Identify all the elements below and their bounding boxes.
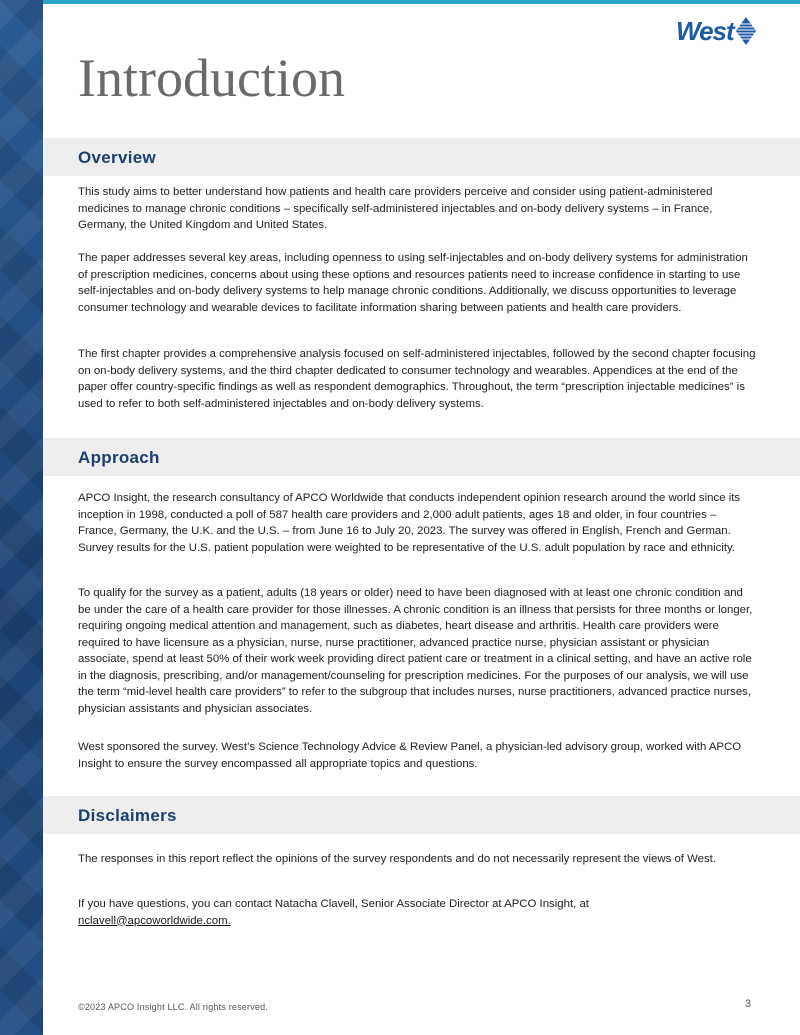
disclaimers-heading: Disclaimers: [78, 806, 177, 825]
west-logo: [676, 14, 764, 48]
contact-text: If you have questions, you can contact Natacha Clavell, Senior Associate Director at APCO Insight, at: [78, 898, 589, 910]
page-number: 3: [745, 998, 752, 1010]
top-accent-bar: [43, 0, 800, 4]
approach-paragraph: To qualify for the survey as a patient, adults (18 years or older) need to have been diagnosed with at least one chronic condition and be under the care of a health care provider for those illnesses. A chronic condition is an illness that persists for three months or longer, requiring ongoing medical attention and management, such as diabetes, heart disease and arthritis. Health care providers were required to have licensure as a physician, nurse, nurse practitioner, advanced practice nurse, physician assistant or physician associate, spend at least 50% of their work week providing direct patient care or treatment in a clinical setting, and have an active role in the diagnosis, prescribing, and/or management/counseling for prescription medicines. For the purposes of our analysis, we will use the term “mid-level health care providers” to refer to the subgroup that includes nurses, nurse practitioners, advanced practice nurses, physician assistants and physician associates.: [78, 587, 753, 715]
overview-paragraph: The paper addresses several key areas, including openness to using self-injectables and on-body delivery systems for administration of prescription medicines, concerns about using these options and resources patients need to increase confidence in starting to use self-injectables and on-body delivery systems to help manage chronic conditions. Additionally, we discuss opportunities to leverage consumer technology and wearable devices to facilitate information sharing between patients and health care providers.: [78, 252, 748, 314]
decorative-sidebar: [0, 0, 43, 1035]
page-title: Introduction: [78, 48, 345, 108]
overview-heading: Overview: [78, 148, 157, 167]
approach-heading: Approach: [78, 448, 160, 467]
contact-paragraph: [78, 896, 758, 929]
disclaimers-paragraph: The responses in this report reflect the opinions of the survey respondents and do not necessarily represent the views of West.: [78, 853, 717, 865]
overview-paragraph: This study aims to better understand how patients and health care providers perceive and consider using patient-administered medicines to manage chronic conditions – specifically self-administered injectables and on-body delivery systems – in France, Germany, the United Kingdom and United States.: [78, 186, 713, 231]
logo-diamond-icon: [735, 16, 757, 46]
copyright-notice: ©2023 APCO Insight LLC. All rights reserved.: [78, 1002, 269, 1012]
logo-text: West: [676, 15, 734, 46]
email-link[interactable]: nclavell@apcoworldwide.com.: [78, 914, 231, 927]
overview-band: [43, 138, 800, 176]
approach-paragraph: West sponsored the survey. West’s Science Technology Advice & Review Panel, a physician-led advisory group, worked with APCO Insight to ensure the survey encompassed all appropriate topics and questions.: [78, 741, 742, 770]
overview-paragraph: The first chapter provides a comprehensive analysis focused on self-administered injectables, followed by the second chapter focusing on on-body delivery systems, and the third chapter dedicated to consumer technology and wearables. Appendices at the end of the paper offer country-specific findings as well as respondent demographics. Throughout, the term “prescription injectable medicines” is used to refer to both self-administered injectables and on-body delivery systems.: [78, 348, 756, 410]
approach-paragraph: APCO Insight, the research consultancy of APCO Worldwide that conducts independent opinion research around the world since its inception in 1998, conducted a poll of 587 health care providers and 2,000 adult patients, ages 18 and older, in four countries – France, Germany, the U.K. and the U.S. – from June 16 to July 20, 2023. The survey was offered in English, French and German. Survey results for the U.S. patient population were weighted to be representative of the U.S. adult population by race and ethnicity.: [78, 492, 741, 554]
